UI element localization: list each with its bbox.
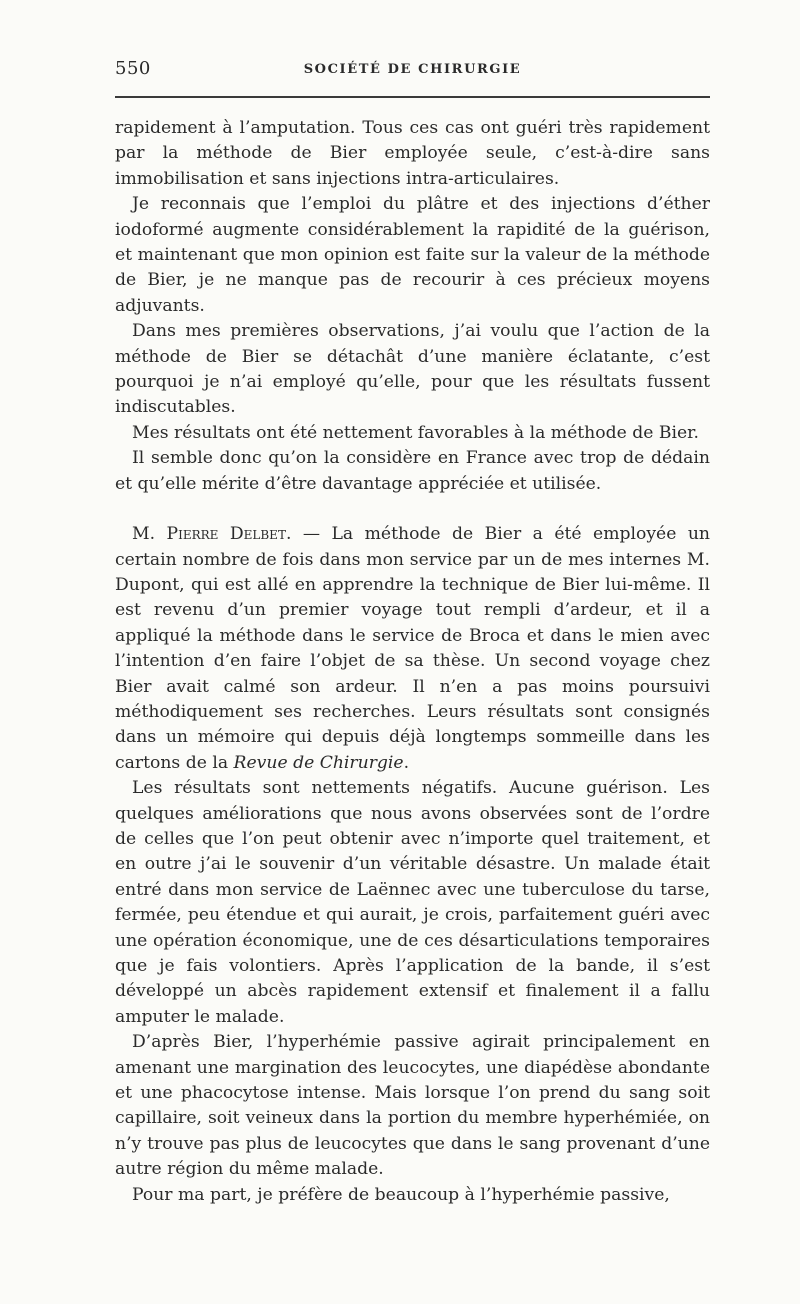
paragraph-delbet [115, 522, 710, 776]
journal-title: Revue de Chirurgie [233, 752, 404, 773]
paragraph-end: . [403, 752, 410, 773]
paragraph: Je reconnais que l’emploi du plâtre et des injections d’éther iodoformé augmente considérablement la rapidité de la guérison, et maintenant que mon opinion est faite sur la valeur de la méthode de Bier, je ne manque pas de recourir à ces précieux moyens adjuvants. [115, 194, 710, 316]
header-rule [115, 96, 710, 98]
paragraph: Dans mes premières observations, j’ai voulu que l’action de la méthode de Bier se détachât d’une manière éclatante, c’est pourquoi je n’ai employé qu’elle, pour que les résultats fussent indiscutables. [115, 321, 710, 418]
page-body [115, 116, 710, 1208]
paragraph: Pour ma part, je préfère de beaucoup à l’hyperhémie passive, [132, 1184, 670, 1205]
paragraph: Mes résultats ont été nettement favorables à la méthode de Bier. [132, 422, 699, 443]
paragraph-text: — La méthode de Bier a été employée un certain nombre de fois dans mon service par un de mes internes M. Dupont, qui est allé en apprendre la technique de Bier lui-même. Il est revenu d’un premier voyage tout rempli d’ardeur, et il a appliqué la méthode dans le service de Broca et dans le mien avec l’intention d’en faire l’objet de sa thèse. Un second voyage chez Bier avait calmé son ardeur. Il n’en a pas moins poursuivi méthodiquement ses recherches. Leurs résultats sont consignés dans un mémoire qui depuis déjà longtemps sommeille dans les cartons de la [115, 524, 710, 773]
paragraph: Les résultats sont nettements négatifs. Aucune guérison. Les quelques améliorations que nous avons observées sont de l’ordre de celles que l’on peut obtenir avec n’importe quel traitement, et en outre j’ai le souvenir d’un véritable désastre. Un malade était entré dans mon service de Laënnec avec une tuberculose du tarse, fermée, peu étendue et qui aurait, je crois, parfaitement guéri avec une opération économique, une de ces désarticulations temporaires que je fais volontiers. Après l’application de la bande, il s’est développé un abcès rapidement extensif et finalement il a fallu amputer le malade. [115, 778, 710, 1027]
page-header [115, 58, 710, 86]
paragraph: rapidement à l’amputation. Tous ces cas ont guéri très rapidement par la méthode de Bier employée seule, c’est-à-dire sans immobilisation et sans injections intra-articulaires. [115, 118, 710, 189]
running-title: SOCIÉTÉ DE CHIRURGIE [303, 62, 522, 77]
page-number: 550 [115, 58, 151, 79]
speaker-name: M. Pierre Delbet. [132, 524, 292, 545]
paragraph: Il semble donc qu’on la considère en France avec trop de dédain et qu’elle mérite d’être davantage appréciée et utilisée. [115, 448, 710, 494]
paragraph: D’après Bier, l’hyperhémie passive agirait principalement en amenant une margination des leucocytes, une diapédèse abondante et une phacocytose intense. Mais lorsque l’on prend du sang soit capillaire, soit veineux dans la portion du membre hyperhémiée, on n’y trouve pas plus de leucocytes que dans le sang provenant d’une autre région du même malade. [115, 1032, 710, 1180]
